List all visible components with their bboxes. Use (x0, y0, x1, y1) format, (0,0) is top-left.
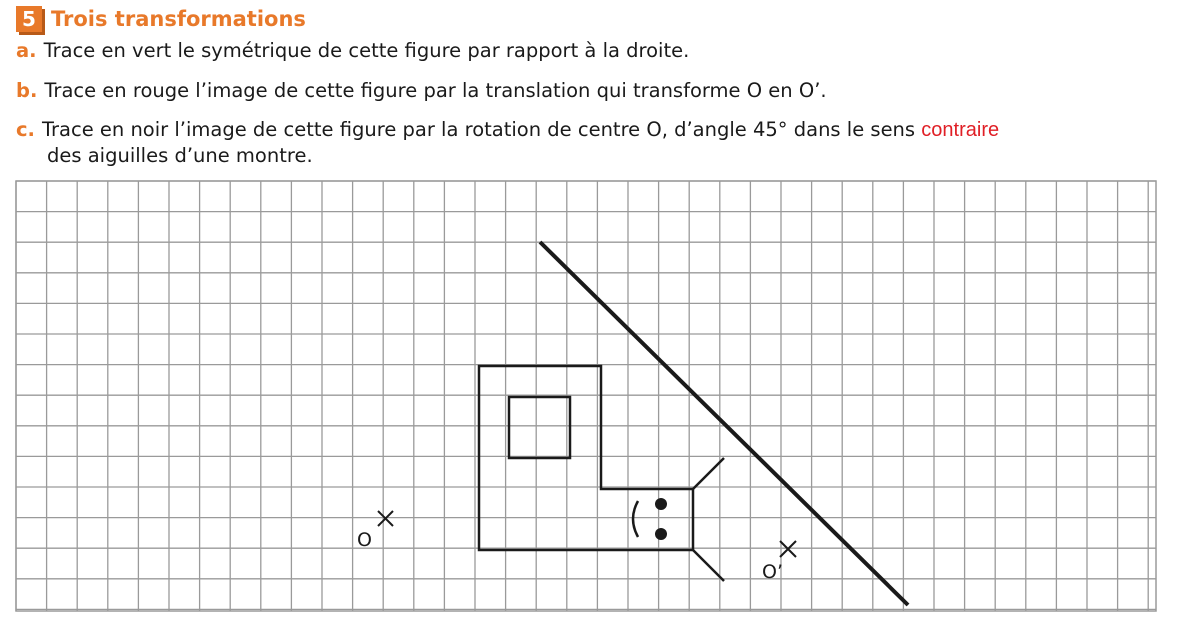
shape-inner-square (509, 397, 570, 458)
square-grid (16, 181, 1156, 611)
shape-eye-bottom (655, 528, 667, 540)
grid-border (16, 181, 1156, 611)
instruction-c-letter: c. (16, 118, 35, 141)
shape-smile-mark (633, 501, 638, 537)
shape-eye-top (655, 498, 667, 510)
instruction-a-letter: a. (16, 39, 37, 62)
exercise-number-badge: 5 (16, 6, 42, 32)
instruction-a-text: Trace en vert le symétrique de cette figure par rapport à la droite. (43, 39, 690, 62)
instruction-b-letter: b. (16, 79, 38, 102)
shape-figure (479, 366, 724, 581)
point-O-label: O (357, 529, 372, 551)
cross-O-prime-icon (780, 541, 796, 557)
exercise-title: Trois transformations (51, 7, 306, 31)
instruction-b-text: Trace en rouge l’image de cette figure par la translation qui transforme O en O’. (44, 79, 827, 102)
instruction-c-line2: des aiguilles d’une montre. (47, 144, 313, 167)
instruction-c-highlight: contraire (921, 119, 1000, 141)
point-O-prime-label: O’ (762, 561, 783, 583)
cross-O-icon (378, 511, 393, 526)
instruction-c-text: Trace en noir l’image de cette figure par la rotation de centre O, d’angle 45° dans le sens (41, 118, 916, 141)
